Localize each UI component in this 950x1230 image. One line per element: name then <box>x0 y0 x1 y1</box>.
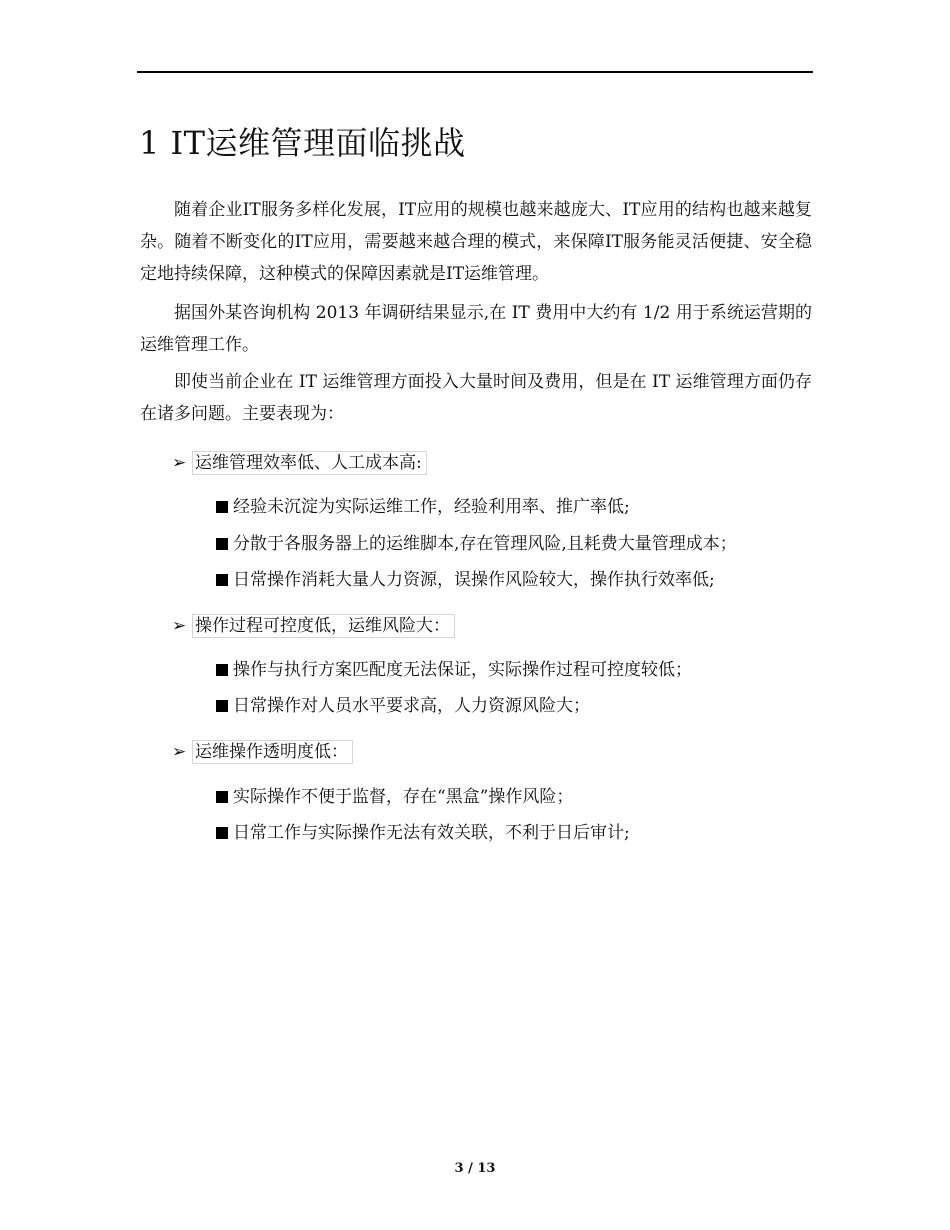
list-item <box>216 785 573 809</box>
section-heading-label: 运维管理效率低、人工成本高: <box>192 451 427 475</box>
section-heading-label: 操作过程可控度低，运维风险大： <box>192 614 455 638</box>
list-item <box>216 821 630 845</box>
section-title: 1 IT运维管理面临挑战 <box>139 124 466 162</box>
section-heading-transparency <box>172 739 353 765</box>
survey-paragraph: 据国外某咨询机构 2013 年调研结果显示,在 IT 费用中大约有 1/2 用于系统运营期的运维管理工作。 <box>140 303 812 355</box>
list-item <box>216 532 737 556</box>
arrow-bullet-icon: ➢ <box>172 453 187 473</box>
square-bullet-icon <box>216 664 228 676</box>
list-item-text: 日常操作对人员水平要求高，人力资源风险大； <box>233 696 590 716</box>
intro-paragraph: 随着企业IT服务多样化发展，IT应用的规模也越来越庞大、IT应用的结构也越来越复杂。随着不断变化的IT应用，需要越来越合理的模式，来保障IT服务能灵活便捷、安全稳定地持续保障，这种模式的保障因素就是IT运维管理。 <box>140 200 812 284</box>
square-bullet-icon <box>216 538 228 550</box>
list-item-text: 实际操作不便于监督，存在“黑盒”操作风险； <box>233 787 574 807</box>
square-bullet-icon <box>216 700 228 712</box>
list-item <box>216 495 630 519</box>
list-item <box>216 694 590 718</box>
list-item <box>216 658 692 682</box>
square-bullet-icon <box>216 574 228 586</box>
header-rule <box>137 71 813 73</box>
list-item-text: 经验未沉淀为实际运维工作，经验利用率、推广率低; <box>233 497 630 517</box>
list-item <box>216 568 715 592</box>
arrow-bullet-icon: ➢ <box>172 742 187 762</box>
page-number: 3 / 13 <box>454 1161 496 1176</box>
list-item-text: 操作与执行方案匹配度无法保证，实际操作过程可控度较低； <box>233 660 692 680</box>
list-item-text: 日常工作与实际操作无法有效关联，不利于日后审计; <box>233 823 630 843</box>
section-heading-label: 运维操作透明度低： <box>192 740 353 764</box>
list-item-text: 分散于各服务器上的运维脚本,存在管理风险,且耗费大量管理成本； <box>233 534 737 554</box>
arrow-bullet-icon: ➢ <box>172 616 187 636</box>
section-heading-control <box>172 613 455 639</box>
section-heading-efficiency <box>172 450 427 476</box>
square-bullet-icon <box>216 501 228 513</box>
square-bullet-icon <box>216 827 228 839</box>
problems-paragraph: 即使当前企业在 IT 运维管理方面投入大量时间及费用，但是在 IT 运维管理方面仍存在诸多问题。主要表现为： <box>140 372 812 424</box>
square-bullet-icon <box>216 791 228 803</box>
list-item-text: 日常操作消耗大量人力资源，误操作风险较大，操作执行效率低; <box>233 570 715 590</box>
